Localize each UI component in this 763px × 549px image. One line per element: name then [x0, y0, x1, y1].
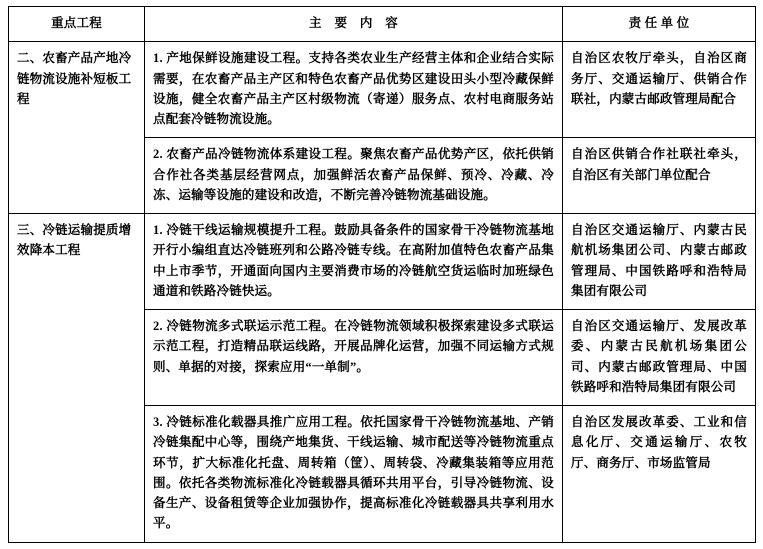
- table-row: [9, 42, 756, 138]
- content-cell: [145, 406, 563, 543]
- content-text: 1. 冷链干线运输规模提升工程。鼓励具备条件的国家骨干冷链物流基地开行小编组直达冷链班列和公路冷链专线。在高附加值特色农畜产品集中上市季节，开通面向国内主要消费市场的冷链航空货运临时加班绿色通道和铁路冷链快运。: [153, 223, 554, 298]
- content-text: 3. 冷链标准化载器具推广应用工程。依托国家骨干冷链物流基地、产销冷链集配中心等，围绕产地集货、干线运输、城市配送等冷链物流重点环节，扩大标准化托盘、周转箱（筐）、周转袋、冷藏集装箱等应用范围。依托各类物流标准化冷链载器具循环共用平台，引导冷链物流、设备生产、设备租赁等企业加强协作，提高标准化冷链载器具共享利用水平。: [153, 415, 554, 531]
- header-responsible-unit: 责 任 单 位: [563, 7, 756, 42]
- content-cell: [145, 310, 563, 406]
- project-cell-2: 二、农畜产品产地冷链物流设施补短板工程: [9, 42, 145, 214]
- unit-text: 自治区供销合作社联社牵头，自治区有关部门单位配合: [571, 147, 747, 182]
- unit-cell: [563, 138, 756, 214]
- content-cell: [145, 42, 563, 138]
- content-text: 2. 农畜产品冷链物流体系建设工程。聚焦农畜产品优势产区，依托供销合作社各类基层经营网点，加强鲜活农畜产品保鲜、预冷、冷藏、冷冻、运输等设施的建设和改造，不断完善冷链物流基础设施。: [153, 147, 554, 202]
- table-row: [9, 214, 756, 310]
- content-cell: [145, 214, 563, 310]
- unit-cell: [563, 214, 756, 310]
- unit-text: 自治区交通运输厅、发展改革委、内蒙古民航机场集团公司、内蒙古邮政管理局、中国铁路呼和浩特局集团有限公司: [571, 319, 747, 394]
- content-text: 2. 冷链物流多式联运示范工程。在冷链物流领域积极探索建设多式联运示范工程，打造精品联运线路，开展品牌化运营，加强不同运输方式规则、单据的对接，探索应用“一单制”。: [153, 319, 554, 374]
- unit-text: 自治区交通运输厅、内蒙古民航机场集团公司、内蒙古邮政管理局、中国铁路呼和浩特局集团有限公司: [571, 223, 747, 298]
- key-projects-table: [8, 6, 756, 543]
- content-text: 1. 产地保鲜设施建设工程。支持各类农业生产经营主体和企业结合实际需要，在农畜产品主产区和特色农畜产品优势区建设田头小型冷藏保鲜设施，健全农畜产品主产区村级物流（寄递）服务点、农村电商服务站点配套冷链物流设施。: [153, 51, 554, 126]
- header-key-projects: 重点工程: [9, 7, 145, 42]
- project-cell-3: 三、冷链运输提质增效降本工程: [9, 214, 145, 543]
- unit-cell: [563, 310, 756, 406]
- unit-text: 自治区农牧厅牵头，自治区商务厅、交通运输厅、供销合作联社，内蒙古邮政管理局配合: [571, 51, 747, 106]
- content-cell: [145, 138, 563, 214]
- table-header-row: [9, 7, 756, 42]
- header-main-content: 主 要 内 容: [145, 7, 563, 42]
- unit-text: 自治区发展改革委、工业和信息化厅、交通运输厅、农牧厅、商务厅、市场监管局: [571, 415, 747, 470]
- unit-cell: [563, 406, 756, 543]
- unit-cell: [563, 42, 756, 138]
